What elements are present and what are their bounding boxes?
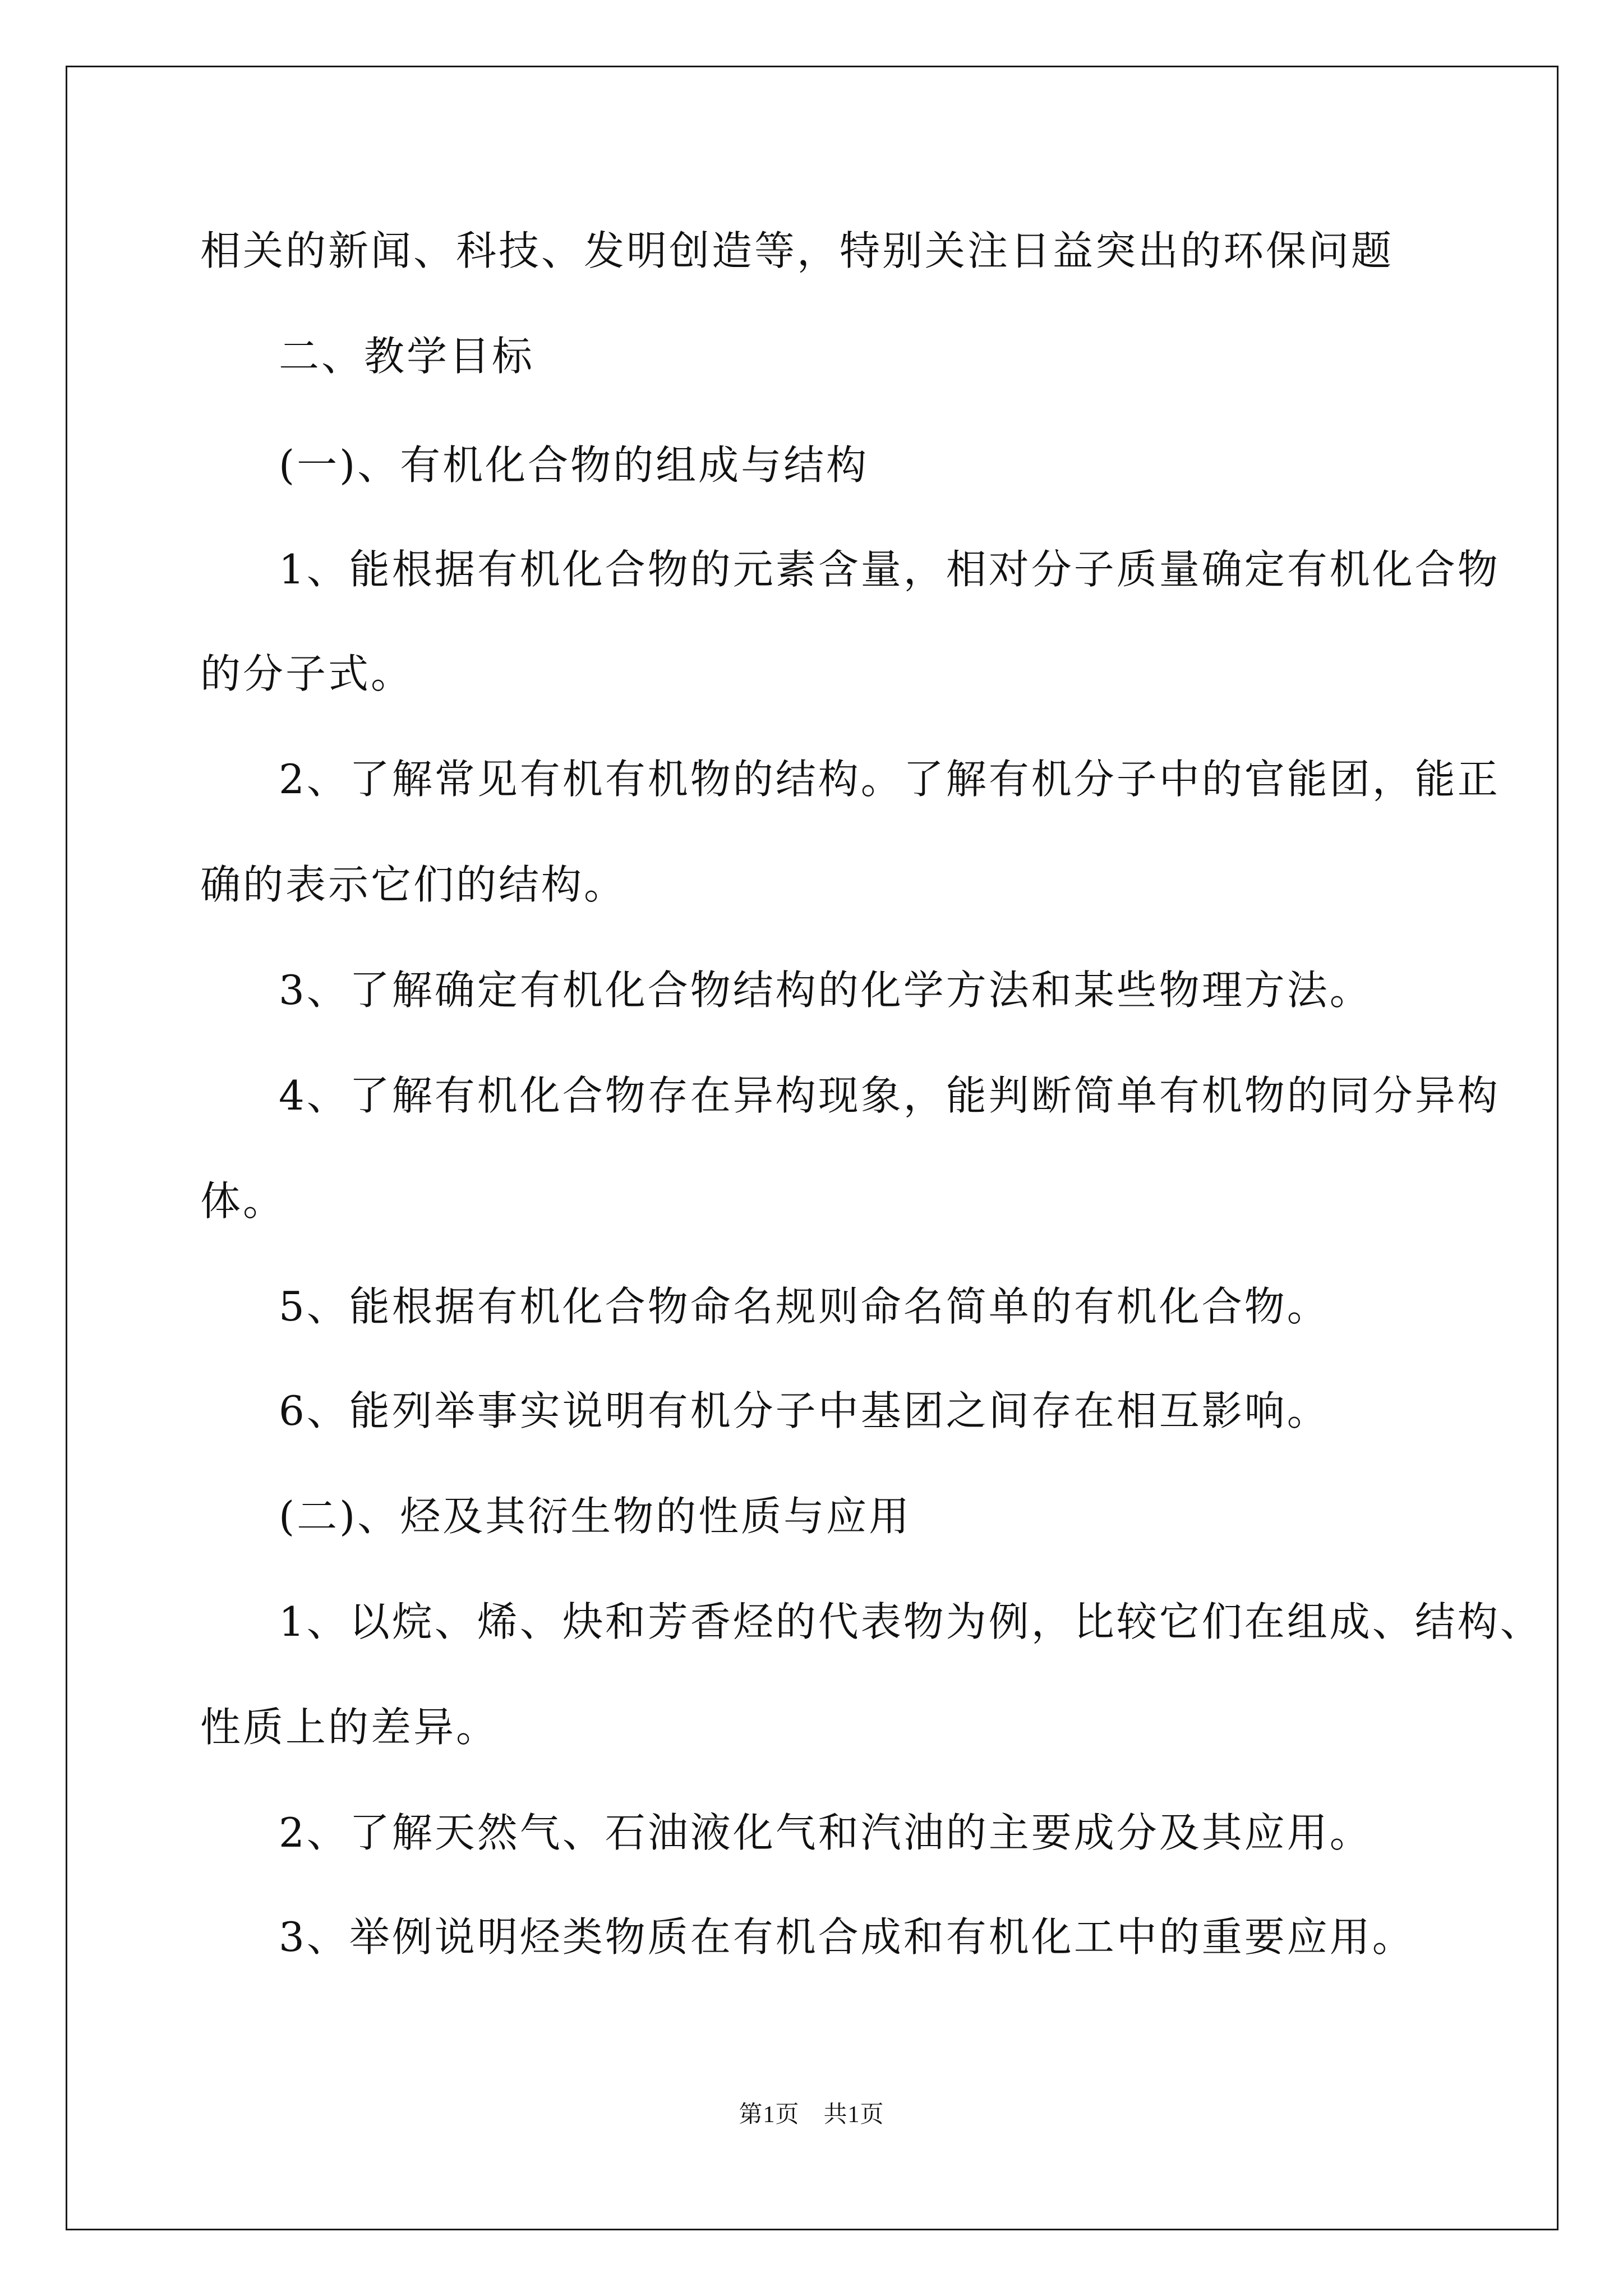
list-item: 2、了解常见有机有机物的结构。了解有机分子中的官能团，能正 <box>279 756 1500 803</box>
list-item-continuation: 性质上的差异。 <box>200 1704 499 1751</box>
section-heading: 二、教学目标 <box>279 333 535 380</box>
paragraph-line: 相关的新闻、科技、发明创造等，特别关注日益突出的环保问题 <box>200 227 1394 274</box>
list-item-continuation: 体。 <box>200 1177 286 1225</box>
page-border <box>66 66 1559 2230</box>
list-item: 1、以烷、烯、炔和芳香烃的代表物为例，比较它们在组成、结构、 <box>279 1598 1543 1645</box>
list-item: 3、了解确定有机化合物结构的化学方法和某些物理方法。 <box>279 967 1372 1014</box>
subsection-heading: (一)、有机化合物的组成与结构 <box>279 441 869 489</box>
subsection-heading: (二)、烃及其衍生物的性质与应用 <box>279 1493 912 1540</box>
list-item: 3、举例说明烃类物质在有机合成和有机化工中的重要应用。 <box>279 1913 1415 1961</box>
page-footer: 第1页 共1页 <box>739 2102 884 2128</box>
list-item: 5、能根据有机化合物命名规则命名简单的有机化合物。 <box>279 1283 1330 1330</box>
list-item: 6、能列举事实说明有机分子中基团之间存在相互影响。 <box>279 1387 1330 1434</box>
list-item-continuation: 确的表示它们的结构。 <box>200 861 627 908</box>
list-item: 4、了解有机化合物存在异构现象，能判断简单有机物的同分异构 <box>279 1072 1500 1119</box>
list-item-continuation: 的分子式。 <box>200 650 414 697</box>
list-item: 2、了解天然气、石油液化气和汽油的主要成分及其应用。 <box>279 1809 1372 1856</box>
list-item: 1、能根据有机化合物的元素含量，相对分子质量确定有机化合物 <box>279 546 1500 593</box>
